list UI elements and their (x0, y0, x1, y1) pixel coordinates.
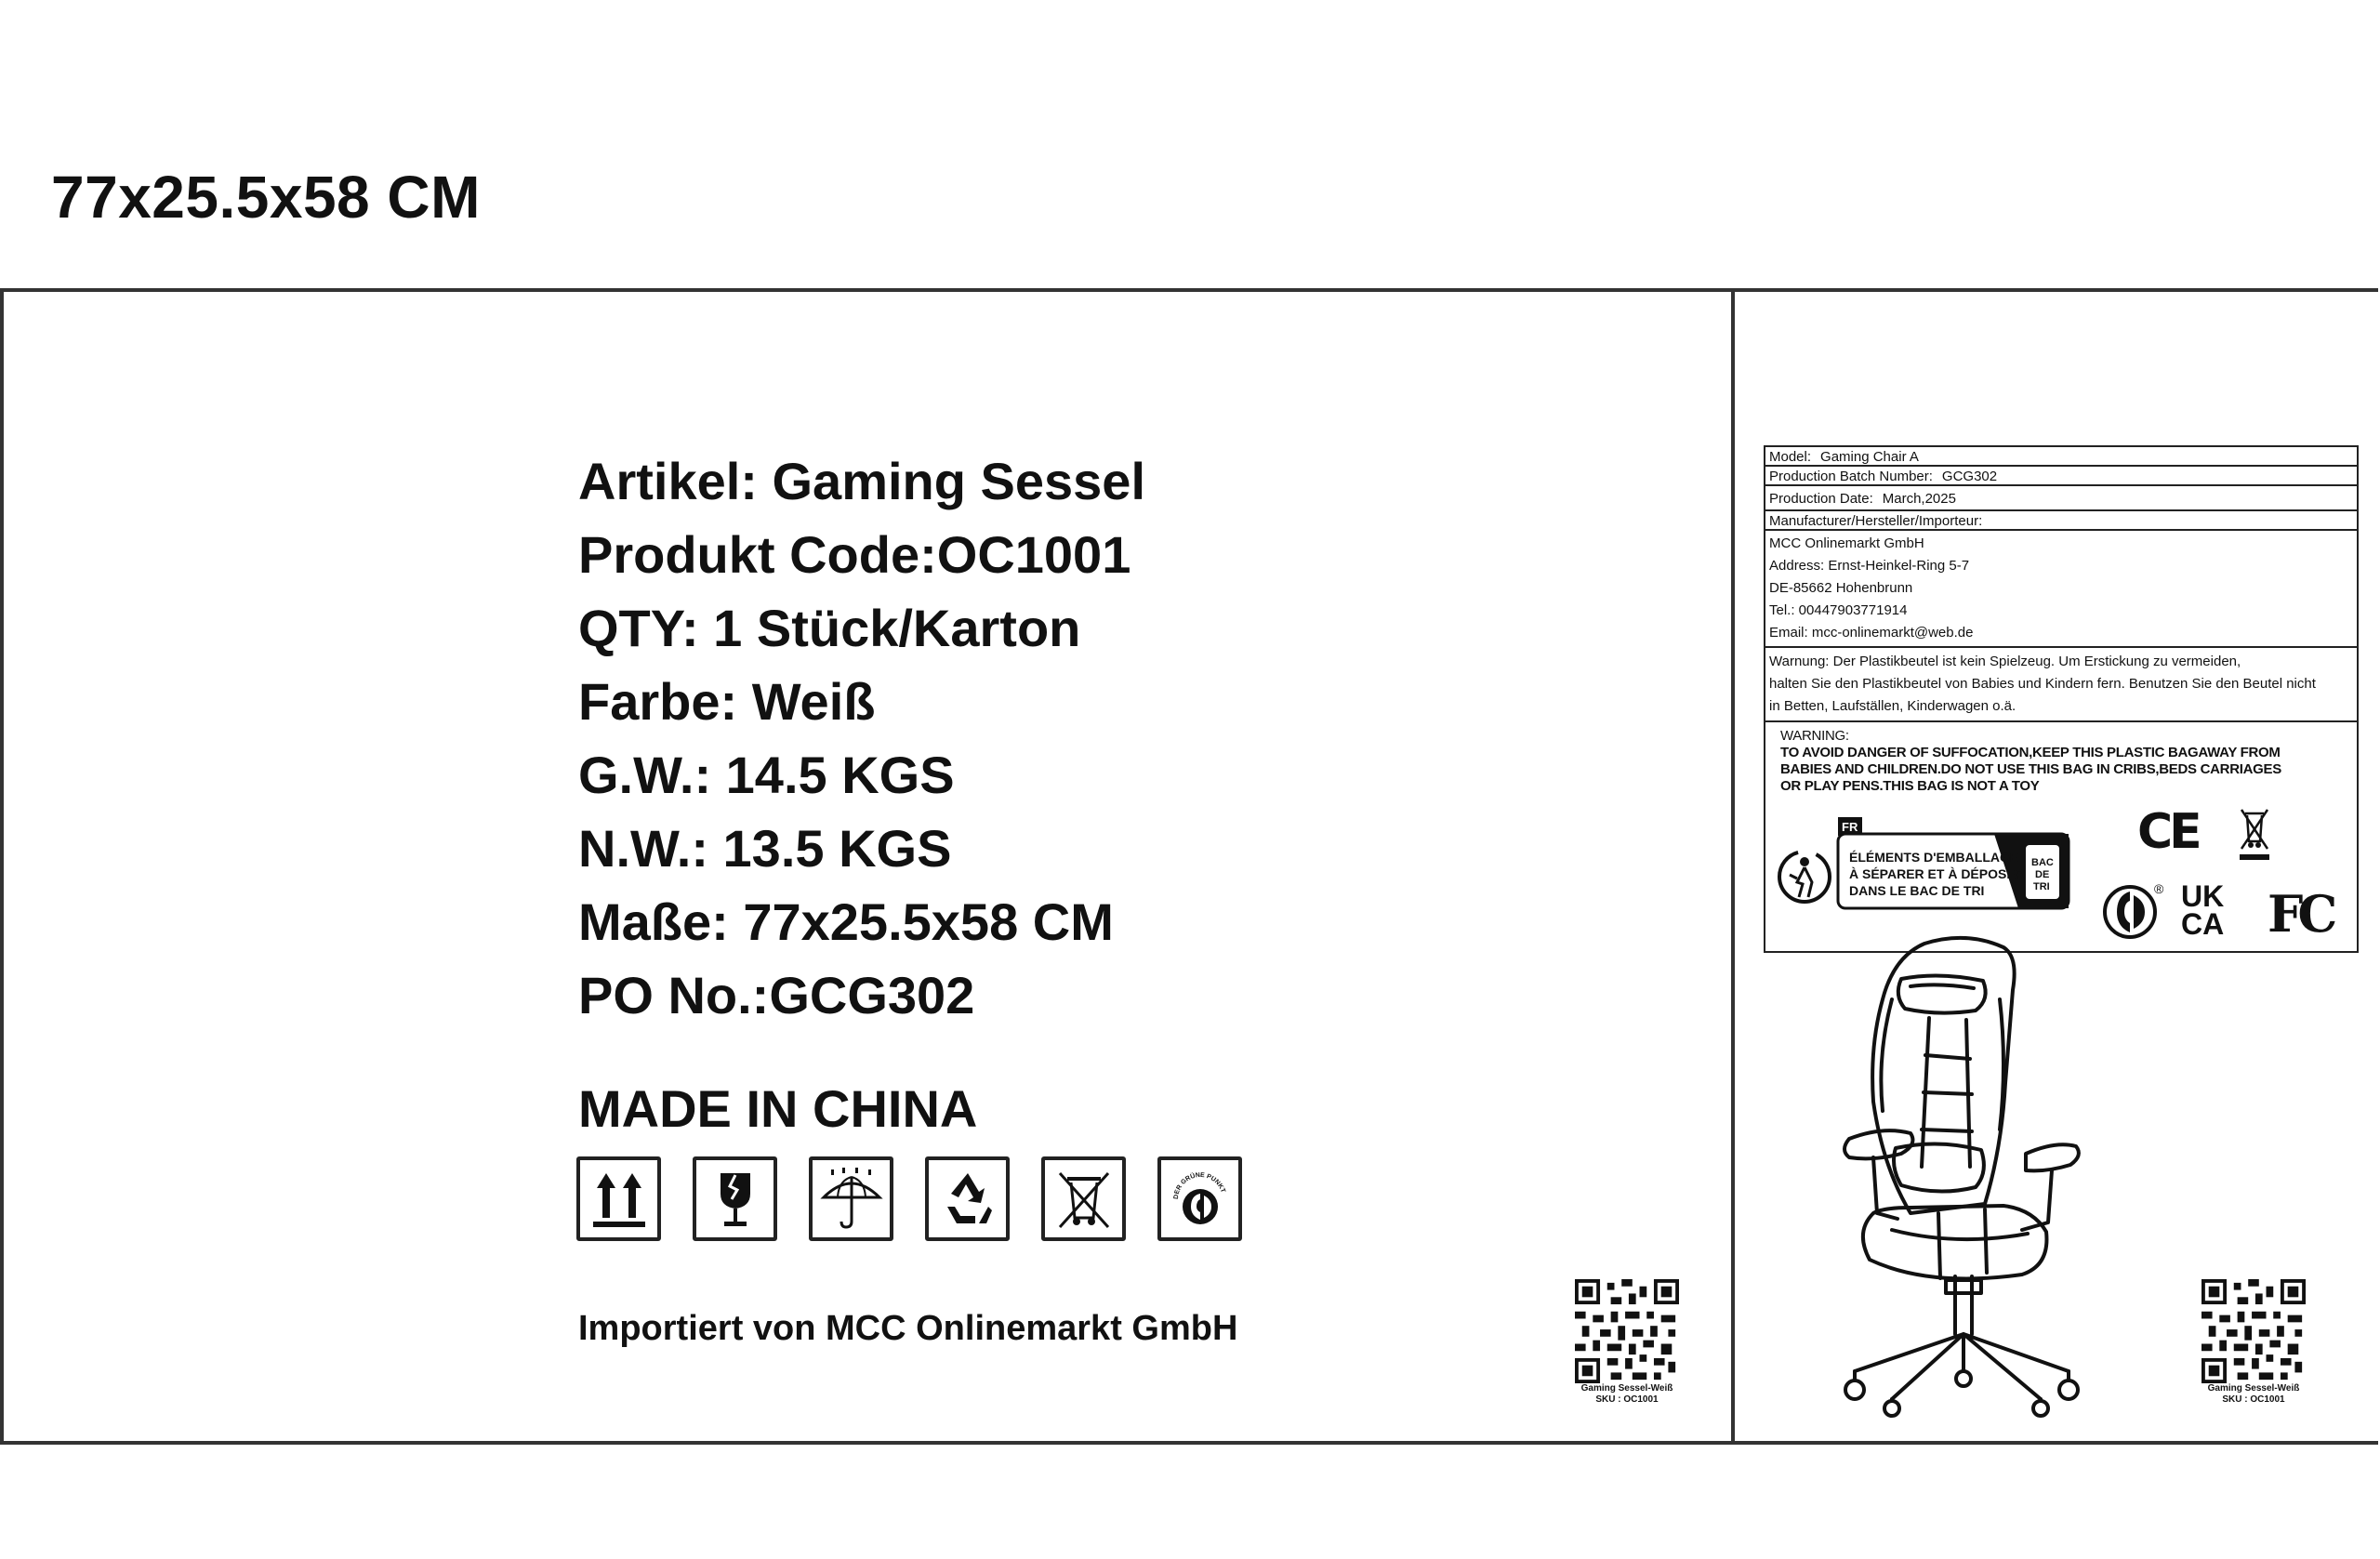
net-weight-line: N.W.: 13.5 KGS (578, 819, 952, 878)
qr-caption-name: Gaming Sessel-Weiß (2207, 1383, 2300, 1394)
handling-icons (576, 1156, 1242, 1241)
model-key: Model: (1769, 449, 1812, 465)
green-dot-label-icon (2100, 877, 2165, 942)
emballage-line: À SÉPARER ET À DÉPOSER (1849, 866, 2025, 881)
address-phone: Tel.: 00447903771914 (1769, 602, 1908, 618)
registered-mark: ® (2154, 881, 2164, 896)
triman-sorting-label (1836, 817, 2070, 910)
qr-caption-sku: SKU : OC1001 (1595, 1394, 1659, 1405)
emballage-line: ÉLÉMENTS D'EMBALLAGE (1849, 850, 2019, 865)
panel-divider (1731, 288, 1735, 1445)
quantity-line: QTY: 1 Stück/Karton (578, 599, 1081, 657)
color-line: Farbe: Weiß (578, 672, 876, 731)
ukca-mark (2181, 879, 2225, 941)
bac-line: TRI (2033, 881, 2050, 892)
bac-line: DE (2035, 869, 2050, 880)
po-number-line: PO No.:GCG302 (578, 966, 975, 1024)
qr-code (2202, 1279, 2306, 1383)
bac-line: BAC (2031, 857, 2054, 868)
batch-key: Production Batch Number: (1769, 469, 1933, 484)
warning-en-line: WARNING: (1780, 728, 1849, 744)
product-code-line: Produkt Code:OC1001 (578, 525, 1131, 584)
qr-block-left (1567, 1279, 1687, 1406)
fcc-mark: FC (2268, 884, 2333, 944)
gross-weight-line: G.W.: 14.5 KGS (578, 746, 955, 804)
no-bin-icon (1041, 1156, 1126, 1241)
manufacturer-row (1765, 511, 2357, 531)
top-dimensions: 77x25.5x58 CM (51, 164, 481, 231)
warning-german (1765, 648, 2357, 722)
address-block (1765, 531, 2357, 648)
model-row (1765, 447, 2357, 467)
product-label (1764, 445, 2359, 953)
triman-icon (1777, 841, 1832, 912)
product-info (578, 444, 1145, 1032)
weee-icon (2236, 806, 2273, 860)
date-key: Production Date: (1769, 491, 1873, 507)
this-way-up-icon (576, 1156, 661, 1241)
date-value: March,2025 (1882, 491, 1956, 507)
manufacturer-key: Manufacturer/Hersteller/Importeur: (1769, 513, 1983, 529)
ukca-line: CA (2181, 907, 2225, 941)
fr-tag: FR (1842, 820, 1858, 834)
recycle-icon (925, 1156, 1010, 1241)
warning-en-line: BABIES AND CHILDREN.DO NOT USE THIS BAG IN CRIBS,BEDS CARRIAGES (1780, 761, 2281, 777)
batch-row (1765, 467, 2357, 486)
gaming-chair-illustration (1836, 934, 2152, 1418)
emballage-line: DANS LE BAC DE TRI (1849, 883, 1985, 898)
dimensions-line: Maße: 77x25.5x58 CM (578, 892, 1114, 951)
address-email: Email: mcc-onlinemarkt@web.de (1769, 625, 1974, 641)
qr-code (1575, 1279, 1679, 1383)
made-in-label: MADE IN CHINA (578, 1079, 978, 1138)
ukca-line: UK (2181, 879, 2225, 913)
qr-caption-sku: SKU : OC1001 (2222, 1394, 2285, 1405)
green-dot-text: DER GRÜNE PUNKT (1172, 1171, 1226, 1199)
address-company: MCC Onlinemarkt GmbH (1769, 535, 1924, 551)
ce-mark: CE (2137, 804, 2199, 860)
qr-block-right (2193, 1279, 2314, 1406)
qr-caption-name: Gaming Sessel-Weiß (1580, 1383, 1673, 1394)
batch-value: GCG302 (1941, 469, 1998, 484)
certification-area (1765, 802, 2357, 951)
model-value: Gaming Chair A (1820, 449, 1919, 465)
fragile-icon (693, 1156, 777, 1241)
address-street: Address: Ernst-Heinkel-Ring 5-7 (1769, 558, 1970, 574)
warning-en-line: TO AVOID DANGER OF SUFFOCATION,KEEP THIS PLASTIC BAGAWAY FROM (1780, 745, 2281, 760)
green-dot-icon (1157, 1156, 1242, 1241)
address-city: DE-85662 Hohenbrunn (1769, 580, 1913, 596)
warning-de-line: Warnung: Der Plastikbeutel ist kein Spielzeug. Um Erstickung zu vermeiden, (1769, 654, 2241, 669)
date-row (1765, 486, 2357, 511)
warning-de-line: in Betten, Laufställen, Kinderwagen o.ä. (1769, 698, 2016, 714)
warning-de-line: halten Sie den Plastikbeutel von Babies und Kindern fern. Benutzen Sie den Beutel nicht (1769, 676, 2316, 692)
importer-line: Importiert von MCC Onlinemarkt GmbH (578, 1309, 1238, 1348)
article-line: Artikel: Gaming Sessel (578, 452, 1146, 510)
keep-dry-icon (809, 1156, 893, 1241)
warning-english (1765, 722, 2357, 802)
warning-en-line: OR PLAY PENS.THIS BAG IS NOT A TOY (1780, 778, 2040, 794)
